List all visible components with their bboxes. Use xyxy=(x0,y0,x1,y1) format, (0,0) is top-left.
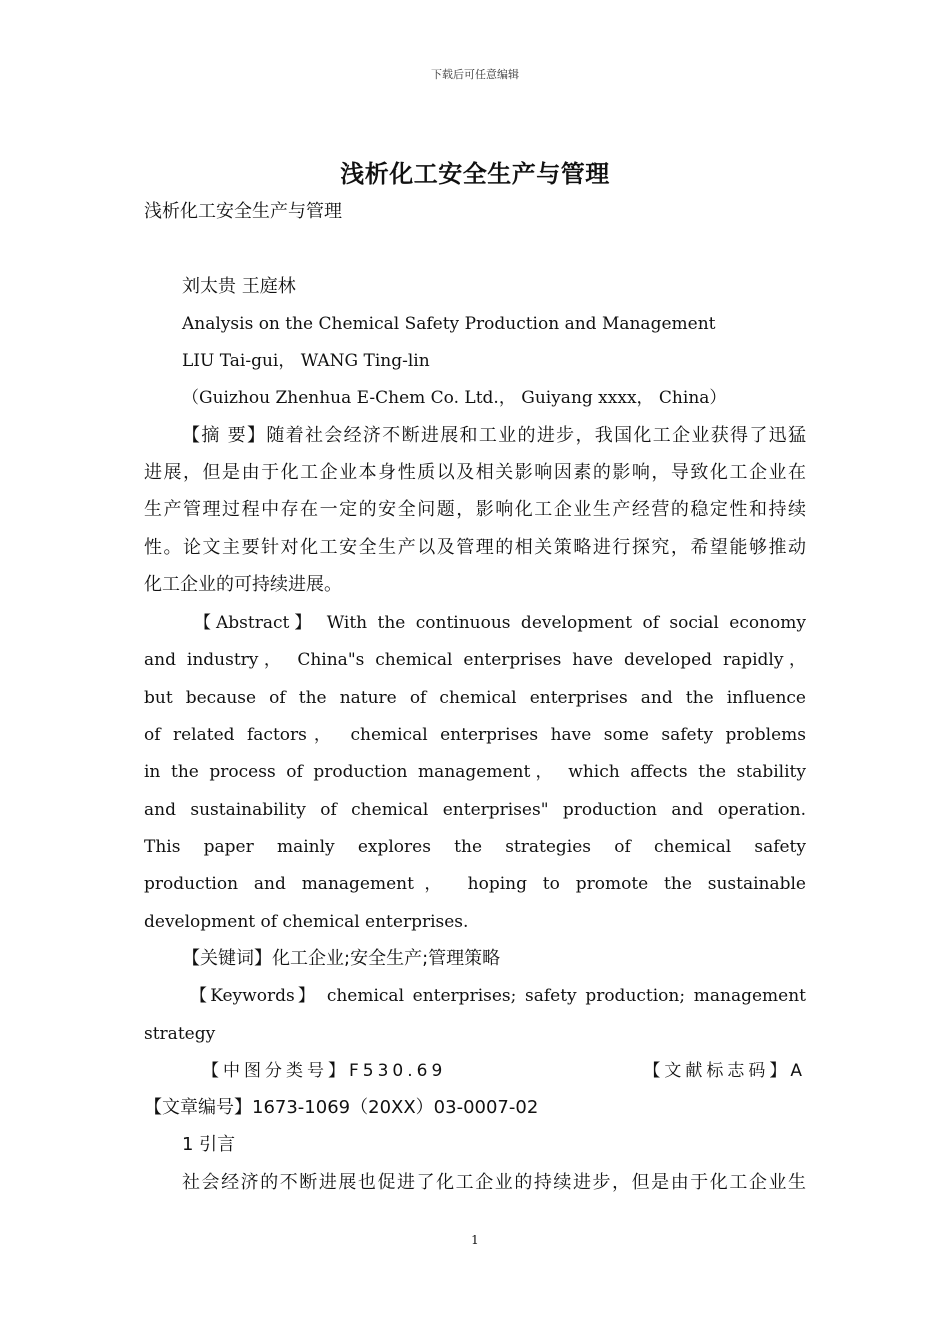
classification-label: 【中图分类号】F530.69 xyxy=(202,1061,447,1081)
keywords-en-line: 【Keywords】 chemical enterprises; safety production; management xyxy=(190,986,806,1006)
abstract-cn-line: 化工企业的可持续进展。 xyxy=(144,574,342,595)
abstract-en-line: development of chemical enterprises. xyxy=(144,912,469,932)
body-paragraph-line: 社会经济的不断进展也促进了化工企业的持续进步，但是由于化工企业生 xyxy=(182,1172,806,1193)
abstract-cn-line: 生产管理过程中存在一定的安全问题，影响化工企业生产经营的稳定性和持续 xyxy=(144,499,806,520)
abstract-en-line: in the process of production management， which affects the stability xyxy=(144,762,806,782)
authors-en: LIU Tai-gui， WANG Ting-lin xyxy=(182,351,430,371)
abstract-en-line: and industry， China"s chemical enterprises have developed rapidly， xyxy=(144,650,806,670)
abstract-en-line: 【Abstract】 With the continuous development of social economy xyxy=(194,613,806,633)
abstract-en-line: but because of the nature of chemical enterprises and the influence xyxy=(144,688,806,708)
subtitle: 浅析化工安全生产与管理 xyxy=(144,201,342,222)
abstract-en-line: and sustainability of chemical enterprises" production and operation. xyxy=(144,800,806,820)
keywords-en-line: strategy xyxy=(144,1024,216,1044)
keywords-cn: 【关键词】化工企业;安全生产;管理策略 xyxy=(182,948,501,969)
abstract-cn-line: 【摘 要】随着社会经济不断进展和工业的进步，我国化工企业获得了迅猛 xyxy=(182,425,806,446)
page-number: 1 xyxy=(471,1233,479,1247)
article-number: 【文章编号】1673-1069（20XX）03-0007-02 xyxy=(144,1097,539,1118)
abstract-cn-line: 进展，但是由于化工企业本身性质以及相关影响因素的影响，导致化工企业在 xyxy=(144,462,806,483)
document-code-label: 【文献标志码】A xyxy=(643,1061,806,1081)
abstract-cn-line: 性。论文主要针对化工安全生产以及管理的相关策略进行探究，希望能够推动 xyxy=(144,537,806,558)
page-title: 浅析化工安全生产与管理 xyxy=(340,160,610,188)
affiliation: （Guizhou Zhenhua E-Chem Co. Ltd.， Guiyang xxxx， China） xyxy=(182,388,727,408)
authors-cn: 刘太贵 王庭林 xyxy=(182,276,296,297)
abstract-en-line: production and management， hoping to promote the sustainable xyxy=(144,874,806,894)
abstract-en-line: of related factors， chemical enterprises have some safety problems xyxy=(144,725,806,745)
header-note: 下载后可任意编辑 xyxy=(431,68,519,81)
classification-row xyxy=(202,1059,806,1083)
title-en: Analysis on the Chemical Safety Production and Management xyxy=(182,314,716,334)
abstract-en-line: This paper mainly explores the strategies of chemical safety xyxy=(144,837,806,857)
section-heading: 1 引言 xyxy=(182,1134,236,1155)
